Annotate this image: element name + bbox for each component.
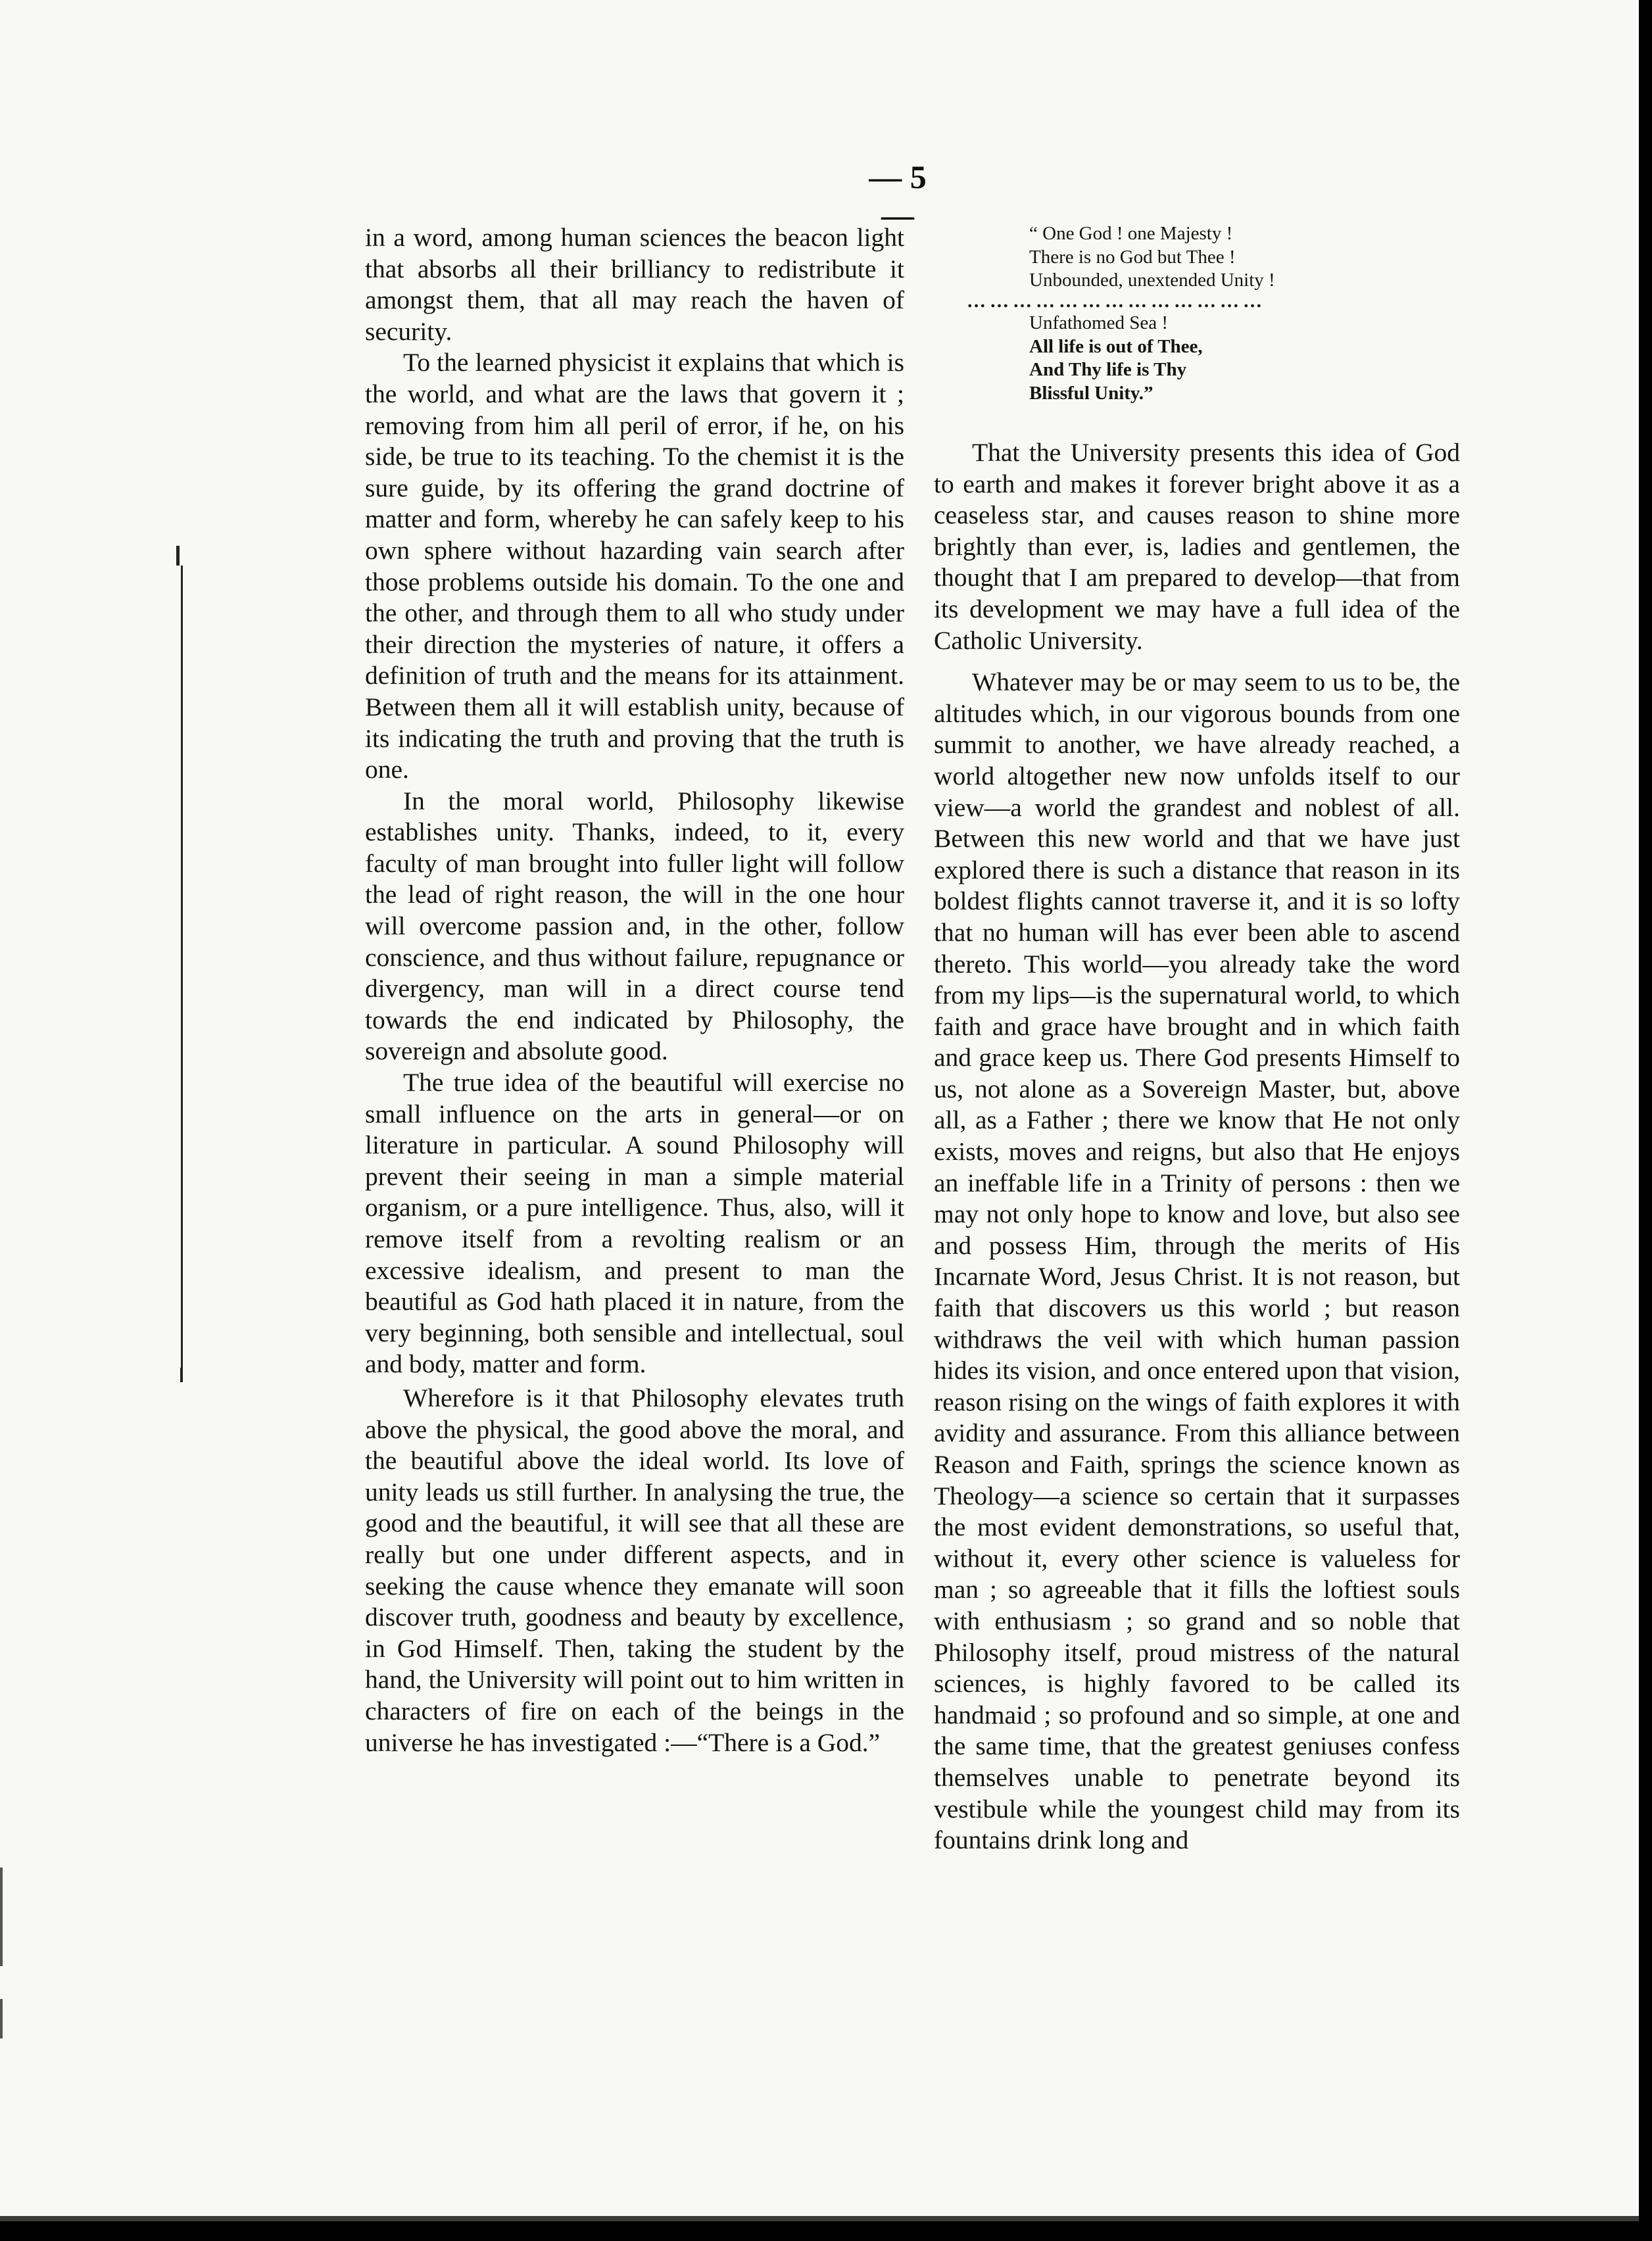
poem-line: Blissful Unity.”	[1029, 382, 1154, 404]
margin-rule	[181, 566, 183, 1368]
poem-stanza	[1029, 222, 1424, 293]
paragraph: in a word, among human sciences the beacon light that absorbs all their brilliancy to redistribute it amongst them, that all may reach the haven of security.	[365, 223, 904, 346]
paragraph: The true idea of the beautiful will exercise no small influence on the arts in general—or on literature in particular. A sound Philosophy will prevent their seeing in man a simple material organism, or a pure intelligence. Thus, also, will it remove itself from a revolting realism or an excessive idealism, and present to man the beautiful as God hath placed it in nature, from the very beginning, both sensible and intellectual, soul and body, matter and form.	[365, 1068, 904, 1379]
margin-tick	[180, 1368, 183, 1382]
poem-line: All life is out of Thee,	[1029, 335, 1203, 357]
poem-line: And Thy life is Thy	[1029, 359, 1187, 380]
poem-line: “ One God ! one Majesty !	[1029, 223, 1233, 244]
page-edge-mark	[0, 1868, 3, 1966]
poem-line: Unfathomed Sea !	[1029, 312, 1168, 333]
paragraph: In the moral world, Philosophy likewise establishes unity. Thanks, indeed, to it, every faculty of man brought into fuller light will follow the lead of right reason, the will in the one hour will overcome passion and, in the other, follow conscience, and thus without failure, repugnance or divergency, man will in a direct course tend towards the end indicated by Philosophy, the sovereign and absolute good.	[365, 786, 904, 1066]
poem-quote	[967, 222, 1424, 405]
paragraph: That the University presents this idea of God to earth and makes it forever bright above it as a ceaseless star, and causes reason to shine more brightly than ever, is, ladies and gentlemen, the thought that I am prepared to develop—that from its development we may have a full idea of the Catholic University.	[934, 438, 1460, 655]
page-edge-mark	[0, 1999, 3, 2038]
bottom-edge-shadow	[0, 2216, 1639, 2221]
poem-ellipsis: …………………………………	[967, 290, 1266, 312]
paragraph: To the learned physicist it explains that which is the world, and what are the laws that govern it ; removing from him all peril of error, if he, on his side, be true to its teaching. To the chemist it is the sure guide, by its offering the grand doctrine of matter and form, whereby he can safely keep to his own sphere without hazarding vain search after those problems outside his domain. To the one and the other, and through them to all who study under their direction the mysteries of nature, it offers a definition of truth and the means for its attainment. Between them all it will establish unity, because of its indicating the truth and proving that the truth is one.	[365, 348, 904, 784]
right-text-column	[934, 437, 1460, 1856]
left-text-column	[365, 222, 904, 1758]
page-number: — 5 —	[869, 158, 927, 233]
poem-stanza	[1029, 312, 1424, 405]
poem-line: There is no God but Thee !	[1029, 246, 1236, 268]
paragraph: Wherefore is it that Philosophy elevates truth above the physical, the good above the moral, and the beautiful above the ideal world. Its love of unity leads us still further. In analysing the true, the good and the beautiful, it will see that all these are really but one under different aspects, and in seeking the cause whence they emanate will soon discover truth, goodness and beauty by excellence, in God Himself. Then, taking the student by the hand, the University will point out to him written in characters of fire on each of the beings in the universe he has investigated :—“There is a God.”	[365, 1383, 904, 1757]
margin-tick	[176, 546, 180, 566]
poem-line: Unbounded, unextended Unity !	[1029, 270, 1275, 291]
paragraph: Whatever may be or may seem to us to be, the altitudes which, in our vigorous bounds from one summit to another, we have already reached, a world altogether new now unfolds itself to our view—a world the grandest and noblest of all. Between this new world and that we have just explored there is such a distance that reason in its boldest flights cannot traverse it, and it is so lofty that no human will has ever been able to ascend thereto. This world—you already take the word from my lips—is the supernatural world, to which faith and grace have brought and in which faith and grace keep us. There God presents Himself to us, not alone as a Sovereign Master, but, above all, as a Father ; there we know that He not only exists, moves and reigns, but also that He enjoys an ineffable life in a Trinity of persons : then we may not only hope to know and love, but also see and possess Him, through the merits of His Incarnate Word, Jesus Christ. It is not reason, but faith that discovers us this world ; but reason withdraws the veil with which human passion hides its vision, and once entered upon that vision, reason rising on the wings of faith explores it with avidity and assurance. From this alliance between Reason and Faith, springs the science known as Theology—a science so certain that it surpasses the most evident demonstrations, so useful that, without it, every other science is valueless for man ; so agreeable that it fills the loftiest souls with enthusiasm ; so grand and so noble that Philosophy itself, proud mistress of the natural sciences, is highly favored to be called its handmaid ; so profound and so simple, at one and the same time, that the greatest geniuses confess themselves unable to penetrate beyond its vestibule while the youngest child may from its fountains drink long and	[934, 667, 1460, 1855]
